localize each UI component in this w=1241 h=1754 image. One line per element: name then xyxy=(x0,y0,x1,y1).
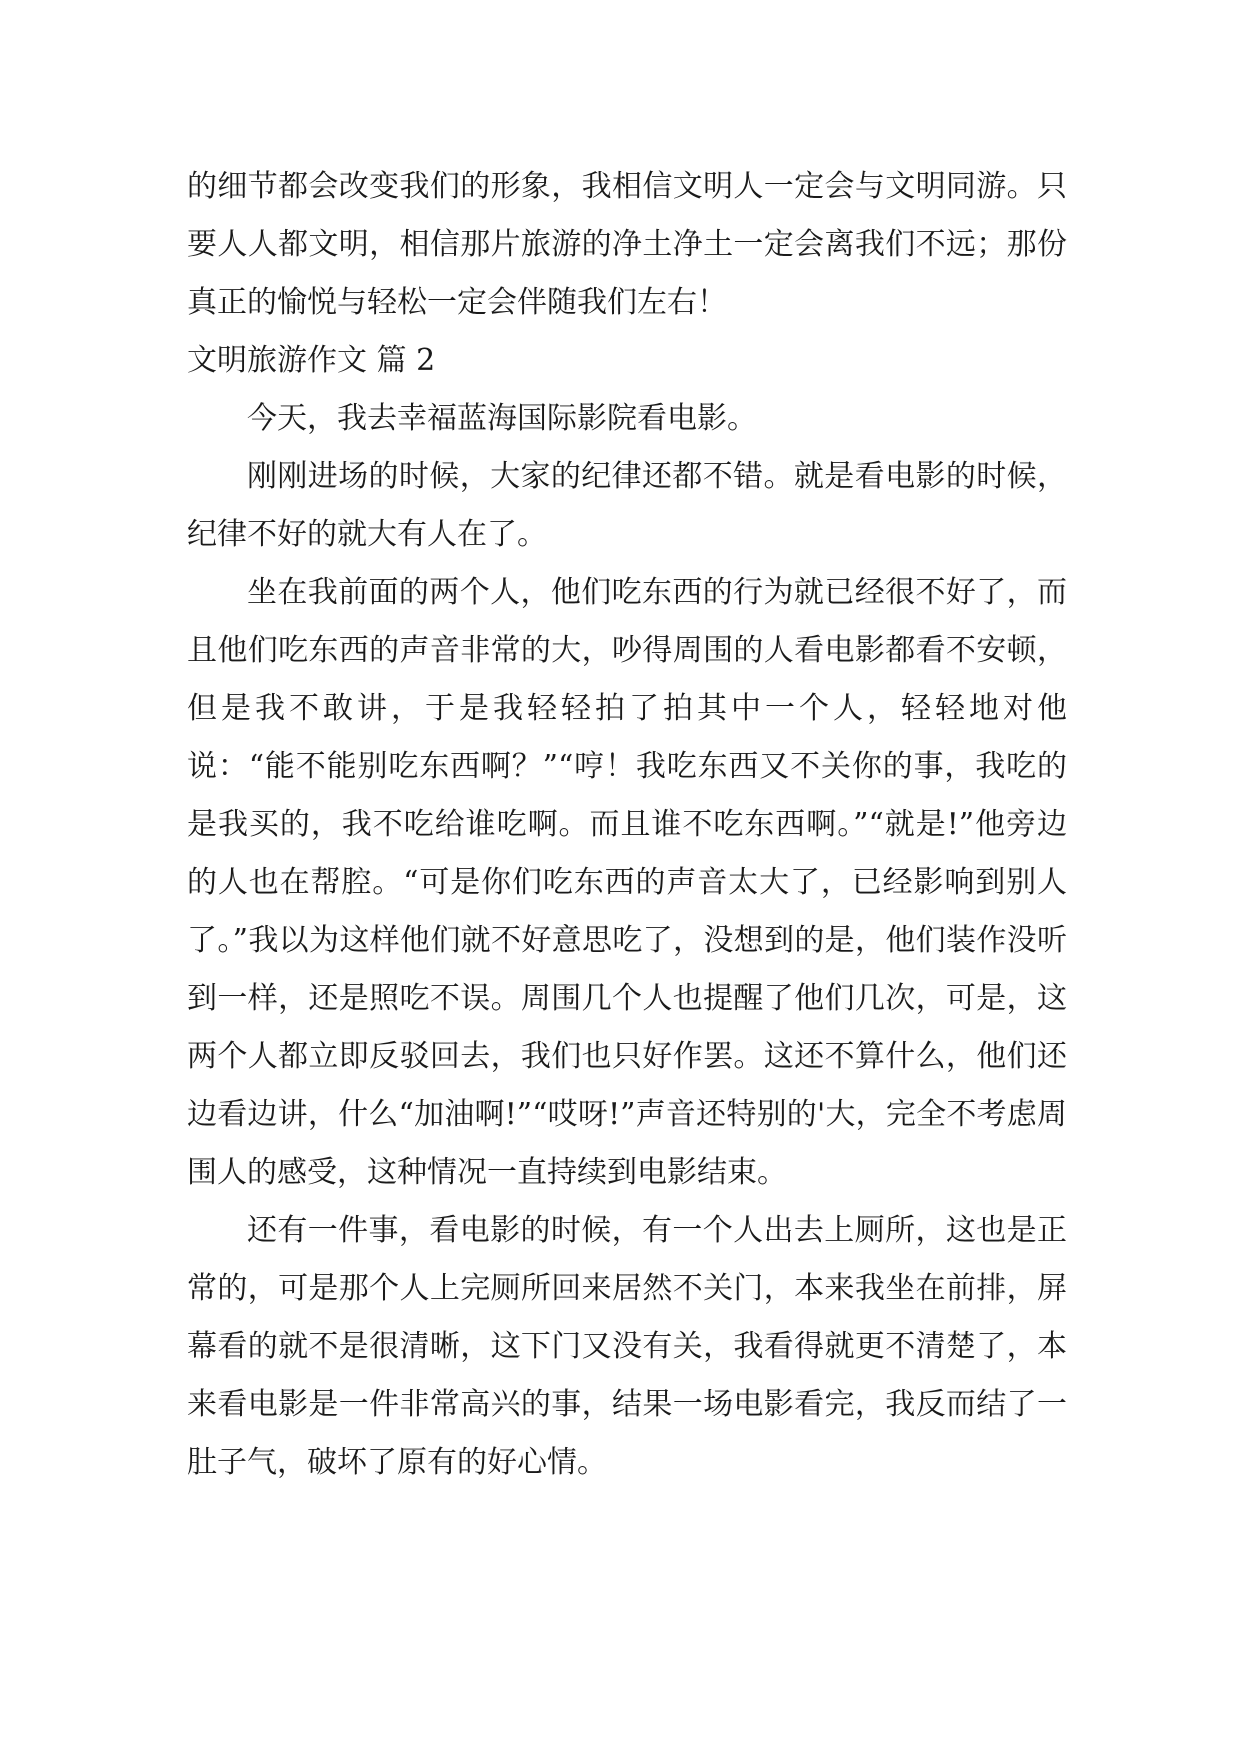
intro-paragraph: 的细节都会改变我们的形象，我相信文明人一定会与文明同游。只要人人都文明，相信那片旅游的净土净土一定会离我们不远；那份真正的愉悦与轻松一定会伴随我们左右！ xyxy=(187,169,1067,320)
paragraph-1: 今天，我去幸福蓝海国际影院看电影。 xyxy=(247,401,757,436)
paragraph-3: 坐在我前面的两个人，他们吃东西的行为就已经很不好了，而且他们吃东西的声音非常的大，吵得周围的人看电影都看不安顿，但是我不敢讲，于是我轻轻拍了拍其中一个人，轻轻地对他说：“能不能别吃东西啊？”“哼！我吃东西又不关你的事，我吃的是我买的，我不吃给谁吃啊。而且谁不吃东西啊。”“就是!”他旁边的人也在帮腔。“可是你们吃东西的声音太大了，已经影响到别人了。”我以为这样他们就不好意思吃了，没想到的是，他们装作没听到一样，还是照吃不误。周围几个人也提醒了他们几次，可是，这两个人都立即反驳回去，我们也只好作罢。这还不算什么，他们还边看边讲，什么“加油啊!”“哎呀!”声音还特别的'大，完全不考虑周围人的感受，这种情况一直持续到电影结束。 xyxy=(187,575,1067,1190)
paragraph-2: 刚刚进场的时候，大家的纪律还都不错。就是看电影的时候，纪律不好的就大有人在了。 xyxy=(187,459,1067,552)
section-title: 文明旅游作文 篇 2 xyxy=(187,343,436,378)
paragraph-4: 还有一件事，看电影的时候，有一个人出去上厕所，这也是正常的，可是那个人上完厕所回来居然不关门，本来我坐在前排，屏幕看的就不是很清晰，这下门又没有关，我看得就更不清楚了，本来看电影是一件非常高兴的事，结果一场电影看完，我反而结了一肚子气，破坏了原有的好心情。 xyxy=(187,1213,1067,1480)
article-body xyxy=(187,158,1067,1492)
